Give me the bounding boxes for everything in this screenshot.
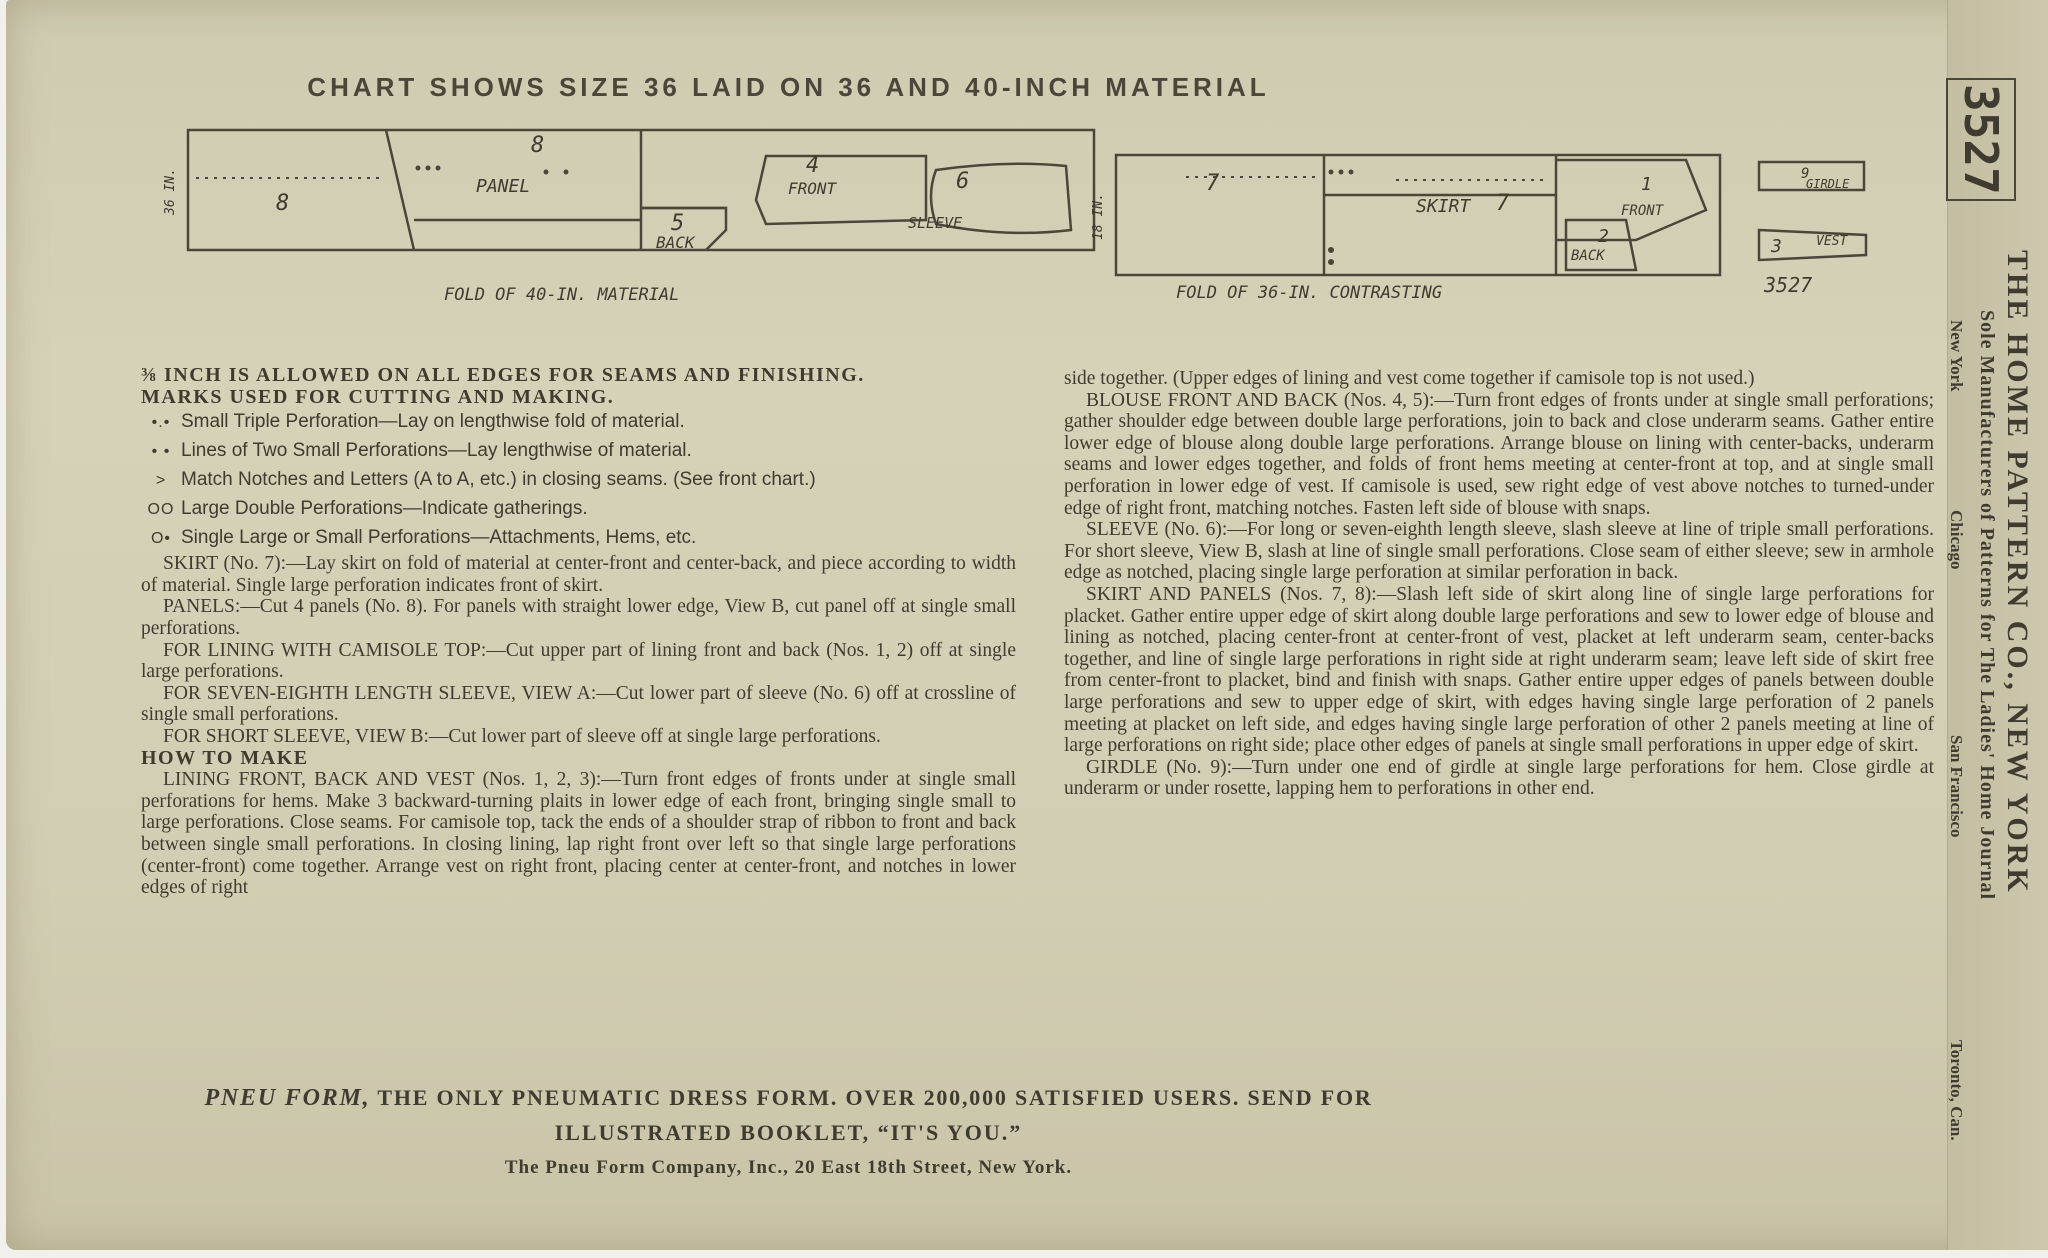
fold-36in-label: FOLD OF 36-IN. CONTRASTING	[1176, 283, 1443, 303]
instructions-left-column	[141, 365, 1016, 899]
city-new-york: New York	[1947, 320, 1966, 392]
back-right-label: BACK	[1571, 248, 1605, 264]
piece-7-mid: 7	[1496, 191, 1510, 216]
vest-label: VEST	[1816, 234, 1848, 249]
skirt-cutting: SKIRT (No. 7):—Lay skirt on fold of material at center-front and center-back, and piece according to width of material. Single large perforation indicates front of skirt.	[141, 553, 1016, 596]
piece-4: 4	[806, 153, 820, 178]
seven-eighth-sleeve-cutting: FOR SEVEN-EIGHTH LENGTH SLEEVE, VIEW A:—Cut lower part of sleeve (No. 6) off at crossline of single small perforations.	[141, 682, 1016, 726]
mark-item: O• Single Large or Small Perforations—Attachments, Hems, etc.	[141, 524, 1016, 553]
piece-3: 3	[1771, 236, 1782, 257]
piece-9: 9	[1801, 166, 1810, 182]
girdle-instructions: GIRDLE (No. 9):—Turn under one end of girdle at single large perforations for hem. Close girdle at underarm or under rosette, lapping hem to perforations in other end.	[1064, 756, 1934, 800]
ad-line-2: ILLUSTRATED BOOKLET, “IT'S YOU.”	[554, 1120, 1023, 1145]
lining-continuation: side together. (Upper edges of lining and vest come together if camisole top is not used.)	[1064, 368, 1755, 389]
panel-label: PANEL	[476, 176, 531, 197]
brand-name: PNEU FORM,	[204, 1085, 371, 1111]
city-toronto: Toronto, Can.	[1947, 1040, 1966, 1141]
publisher-title: THE HOME PATTERN CO., NEW YORK	[2001, 250, 2034, 895]
short-sleeve-cutting: FOR SHORT SLEEVE, VIEW B:—Cut lower part of sleeve off at single large perforations.	[163, 725, 881, 747]
piece-2: 2	[1598, 226, 1609, 247]
mark-item: > Match Notches and Letters (A to A, etc.) in closing seams. (See front chart.)	[141, 466, 1016, 495]
front-label: FRONT	[788, 179, 837, 198]
instructions-right-column	[1064, 368, 1934, 800]
how-to-make-heading: HOW TO MAKE	[141, 746, 309, 769]
piece-1: 1	[1641, 174, 1652, 195]
side-flap	[1947, 0, 2048, 1250]
pattern-number-chart: 3527	[1764, 273, 1813, 297]
pattern-number: 3527	[1946, 78, 2016, 201]
piece-6: 6	[956, 169, 970, 194]
lining-camisole-cutting: FOR LINING WITH CAMISOLE TOP:—Cut upper part of lining front and back (Nos. 1, 2) off at single large perforations.	[141, 639, 1016, 683]
city-chicago: Chicago	[1947, 510, 1966, 570]
notch-icon: >	[155, 472, 167, 490]
sleeve-instructions: SLEEVE (No. 6):—For long or seven-eighth length sleeve, slash sleeve at line of triple small perforations. For short sleeve, View B, slash at line of single small perforations. Close seam of either sleeve; sew in armhole edge as notched, placing single large perforation at similar perforation in back.	[1064, 519, 1934, 584]
girdle-label: GIRDLE	[1806, 177, 1850, 191]
blouse-instructions: BLOUSE FRONT AND BACK (Nos. 4, 5):—Turn front edges of fronts under at single small perforations; gather shoulder edge between double large perforations, join to back and close underarm seams. Gather entire lower edge of blouse along double large perforations. Arrange blouse on lining with center-backs, underarm seams and lower edges together, and folds of front hems meeting at center-front at top, and at single small perforation in lower edge of vest. If camisole is used, sew right edge of vest above notches to turned-under edge of right front, matching notches. Fasten left side of blouse with snaps.	[1064, 389, 1934, 519]
piece-5: 5	[671, 211, 685, 236]
publisher-subtitle: Sole Manufacturers of Patterns for The Ladies' Home Journal	[1976, 310, 1998, 901]
piece-8-top: 8	[531, 133, 545, 158]
ad-line-1: PNEU FORM, THE ONLY PNEUMATIC DRESS FORM. OVER 200,000 SATISFIED USERS. SEND FOR	[204, 1085, 1373, 1111]
marks-list	[141, 408, 1016, 553]
sleeve-label: SLEEVE	[908, 214, 963, 232]
piece-7-left: 7	[1206, 171, 1220, 196]
back-label: BACK	[656, 233, 695, 252]
double-perforation-icon: • •	[151, 443, 171, 461]
pattern-envelope-back	[6, 0, 2048, 1250]
width-18in-label: 18 IN.	[1091, 193, 1106, 240]
marks-heading: MARKS USED FOR CUTTING AND MAKING.	[141, 385, 615, 408]
triple-perforation-icon: •.•	[151, 414, 171, 432]
mark-item: OO Large Double Perforations—Indicate gatherings.	[141, 495, 1016, 524]
piece-8-left: 8	[276, 191, 290, 216]
width-36in-label: 36 IN.	[163, 168, 178, 215]
fold-40in-label: FOLD OF 40-IN. MATERIAL	[444, 285, 680, 305]
single-perforation-icon: O•	[150, 530, 172, 548]
company-address: The Pneu Form Company, Inc., 20 East 18th Street, New York.	[504, 1157, 1073, 1178]
chart-title: CHART SHOWS SIZE 36 LAID ON 36 AND 40-INCH MATERIAL	[307, 72, 1270, 102]
mark-item: •.• Small Triple Perforation—Lay on lengthwise fold of material.	[141, 408, 1016, 437]
skirt-panels-instructions: SKIRT AND PANELS (Nos. 7, 8):—Slash left side of skirt along line of single large perforations for placket. Gather entire upper edge of skirt along double large perforations and sew to lower edge of blouse and lining as notched, placing center-front at center-front of vest, placket at left underarm seam, center-backs together, and line of single large perforations in right side at right underarm seam; leave left side of skirt free from center-front to placket, bind and finish with snaps. Gather entire upper edges of panels between double large perforations and sew to upper edge of skirt, with edges having single large perforation of 2 panels meeting at placket on left side, and edges having single large perforation of other 2 panels meeting at line of large perforations on right side; place other edges of panels at single small perforations in upper edge of skirt.	[1064, 583, 1934, 757]
skirt-label: SKIRT	[1416, 196, 1471, 217]
seam-allowance-note: ⅜ INCH IS ALLOWED ON ALL EDGES FOR SEAMS AND FINISHING.	[141, 364, 865, 386]
city-san-francisco: San Francisco	[1947, 735, 1966, 838]
lining-front-instructions: LINING FRONT, BACK AND VEST (Nos. 1, 2, 3):—Turn front edges of fronts under at single small perforations for hems. Make 3 backward-turning plaits in lower edge of each front, bringing single small to large perforations. Close seams. For camisole top, tack the ends of a shoulder strap of ribbon to front and back between single small perforations. In closing lining, lap right front over left so that single large perforations (center-front) come together. Arrange vest on right front, placing center at center-front, and notches in lower edges of right	[141, 769, 1016, 899]
panels-cutting: PANELS:—Cut 4 panels (No. 8). For panels with straight lower edge, View B, cut panel off at single small perforations.	[141, 596, 1016, 639]
mark-item: • • Lines of Two Small Perforations—Lay lengthwise of material.	[141, 437, 1016, 466]
cutting-layout-chart	[163, 120, 1886, 305]
large-double-perforation-icon: OO	[147, 501, 175, 519]
front-right-label: FRONT	[1621, 203, 1664, 219]
